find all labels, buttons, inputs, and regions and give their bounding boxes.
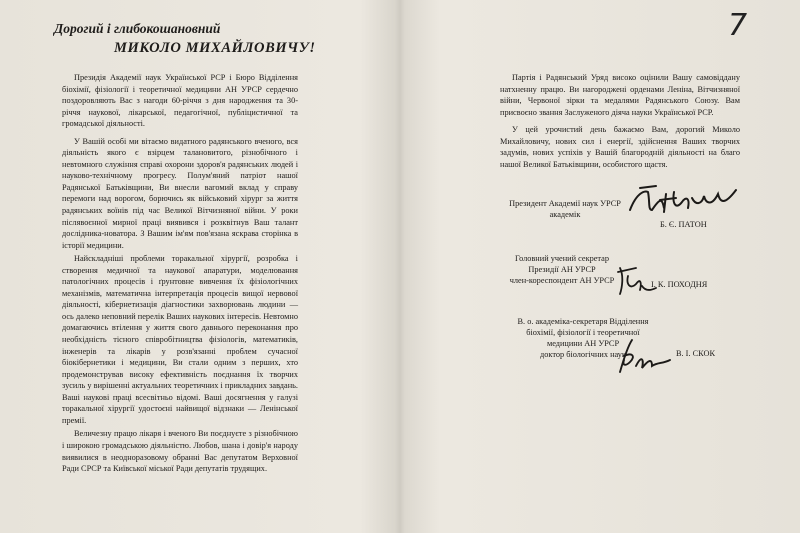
paragraph: Величезну працю лікаря і вченого Ви поєднуєте з різнобічною і широкою громадською діяльністю. Любов, шана і довір'я народу виявилися в неодноразовому обранні Вас депутатом Верховної Ради СРСР та Київської міської Ради депутатів трудящих. (62, 429, 298, 474)
signature-paton-icon (626, 180, 744, 220)
signatory-title-president: Президент Академії наук УРСР академік (509, 199, 621, 219)
paragraph: Найскладніші проблеми торакальної хірургії, розробка і створення медичної та наукової апаратури, моделювання патологічних процесів і ґрунтовне вивчення їх фізіологічних механізмів, математична інтерпретація процесів вищої нервової діяльності, кібернетизація діагностики захворювань людини — ось далеко неповний перелік Ваших наукових інтересів. Невтомно домагаючись втілення у життя свого давнього переконання про необхідність тісного співробітництва фізіологів, математиків, інженерів та лікарів у розв'язанні проблем сучасної біокібернетики і медицини, Ви стали одним з перших, хто продемонстрував високу ефективність поєднання їх творчих зусиль у вирішенні актуальних теоретичних і прикладних завдань. Ваші наукові праці всесвітньо відомі. Ваші досягнення у галузі торакальної хірургії удостоєні найвищої відзнаки — Ленінської премії. (62, 254, 298, 425)
signatory-name: В. І. СКОК (676, 349, 715, 358)
paragraph: У Вашій особі ми вітаємо видатного радянського вченого, вся діяльність якого є взірцем талановитого, різнобічного і невтомного служіння справі охорони здоров'я радянських людей і науково-технічному прогресу. Полум'яний патріот нашої Радянської Батьківщини, Ви внесли вагомий вклад у справу перемоги над ворогом, борючись як військовий хірург за життя радянських воїнів під час Великої Вітчизняної війни. У роки післявоєнної мирної праці виявився і розквітнув Ваш талант дослідника-новатора. З Вашим ім'ям пов'язана яскрава сторінка в історії медицини. (62, 136, 298, 250)
signatory-title-secretary: Головний учений секретар Президії АН УРСР член-кореспондент АН УРСР (509, 254, 615, 285)
signatory-name: І. К. ПОХОДНЯ (651, 280, 708, 289)
paragraph: Президія Академії наук Української РСР і Бюро Відділення біохімії, фізіології і теоретичної медицини АН УРСР сердечно поздоровляють Вас з нагоди 60-річчя з дня народження та 30-річчя наукової, лікарської, педагогічної, публіцистичної та громадської діяльності. (62, 73, 298, 129)
signature-skok-icon (612, 336, 674, 376)
paragraph: Партія і Радянський Уряд високо оцінили Вашу самовіддану натхненну працю. Ви нагороджені орденами Леніна, Вітчизняної війни, Червоної зірки та медалями Радянського Союзу. Вам присвоєно звання Заслуженого діяча науки Української РСР. (500, 73, 740, 117)
greeting-salutation: Дорогий і глибокошановний (54, 21, 221, 36)
right-page-body (500, 72, 740, 176)
signatory-name: Б. Є. ПАТОН (660, 220, 707, 229)
signatory-title-acting-secretary: В. о. академіка-секретаря Відділення біохімії, фізіології і теоретичної медицини АН УРСР доктор біологічних наук (517, 317, 649, 359)
handwritten-page-number: 7 (728, 8, 748, 43)
greeting (40, 20, 380, 58)
greeting-addressee: МИКОЛО МИХАЙЛОВИЧУ! (114, 40, 316, 56)
paragraph: У цей урочистий день бажаємо Вам, дорогий Миколо Михайловичу, нових сил і енергії, здійснення Ваших творчих задумів, нових успіхів у Вашій благородній діяльності на благо нашої Великої Батьківщини, особистого щастя. (500, 125, 740, 169)
left-page-body (62, 72, 298, 481)
